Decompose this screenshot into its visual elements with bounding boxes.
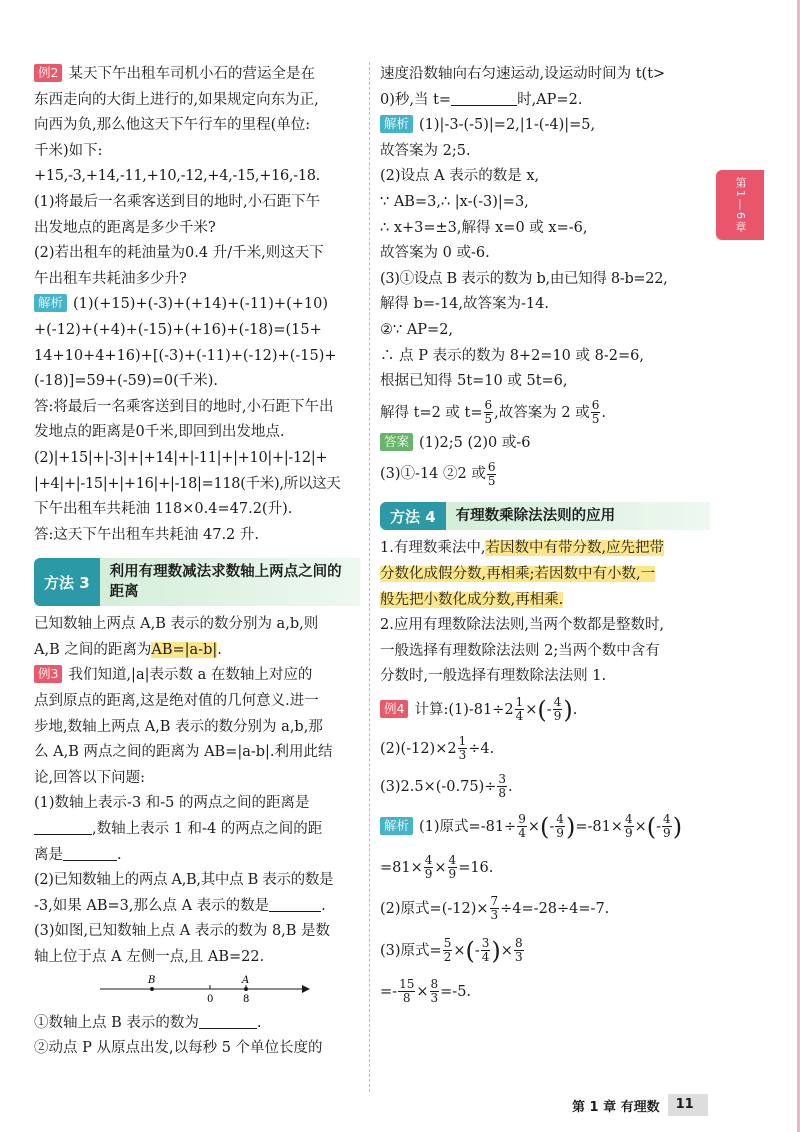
answer-tag: 答案 <box>380 433 413 451</box>
text-line: (1)数轴上表示-3 和-5 的两点之间的距离是 <box>34 795 310 812</box>
text-line: =81× $\frac{4}{9}$ × $\frac{4}{9}$ =16. <box>380 853 494 882</box>
answer-blank[interactable] <box>269 897 321 912</box>
text-line: +(-12)+(+4)+(-15)+(+16)+(-18)=(15+ <box>34 321 322 338</box>
label-a: A <box>242 974 250 986</box>
example-tag: 例3 <box>34 665 62 683</box>
text-line: 发地点的距离是0千米,即回到出发地点. <box>34 424 285 441</box>
fraction: $\frac{6}{5}$ <box>591 398 600 427</box>
column-divider <box>369 62 370 1092</box>
text-line: 点到原点的距离,这是绝对值的几何意义.进一 <box>34 693 319 710</box>
method-title: 有理数乘除法法则的应用 <box>446 502 710 530</box>
text-line: (2)已知数轴上的两点 A,B,其中点 B 表示的数是 <box>34 872 334 889</box>
answer-blank[interactable] <box>199 1014 257 1029</box>
text-line: ①数轴上点 B 表示的数为 . <box>34 1014 262 1031</box>
text-line: ∴ x+3=±3,解得 x=0 或 x=-6, <box>380 219 588 236</box>
number-line-figure <box>34 973 354 1011</box>
text-line: 解得 t=2 或 t= $\frac{6}{5}$ ,故答案为 2 或 $\frac{6}{5}$ . <box>380 398 606 427</box>
tick-label-8: 8 <box>243 993 250 1005</box>
text-line: 轴上位于点 A 左侧一点,且 AB=22. <box>34 949 265 965</box>
method-4-header <box>380 502 710 530</box>
text-line: (-18)]=59+(-59)=0(千米). <box>34 373 219 390</box>
text-line: 东西走向的大街上进行的,如果规定向东为正, <box>34 91 319 108</box>
text-line: 故答案为 2;5. <box>380 142 471 159</box>
right-column <box>380 62 710 1012</box>
text-line: 么 A,B 两点之间的距离为 AB=|a-b|.利用此结 <box>34 744 333 761</box>
tick-label-0: 0 <box>207 993 214 1005</box>
question-1: (1)将最后一名乘客送到目的地时,小石距下午 <box>34 193 321 210</box>
page-number: 11 <box>668 1094 708 1116</box>
text-line: 14+10+4+16)+[(-3)+(-11)+(-12)+(-15)+ <box>34 347 337 364</box>
analysis-line: 解析 (1)|-3-(-5)|=2,|1-(-4)|=5, <box>380 113 710 139</box>
page-footer <box>572 1094 708 1116</box>
example-tag: 例4 <box>380 700 408 718</box>
chapter-tab[interactable]: 第1—6章 <box>716 170 764 240</box>
point-a <box>244 987 248 991</box>
text-line: ∵ AB=3,∴ |x-(-3)|=3, <box>380 193 529 210</box>
example-2-line: 例2 某天下午出租车司机小石的营运全是在 <box>34 62 360 88</box>
text-line: 根据已知得 5t=10 或 5t=6, <box>380 373 568 390</box>
answer-blank[interactable] <box>34 820 92 835</box>
answer-line: 答:将最后一名乘客送到目的地时,小石距下午出 <box>34 398 334 415</box>
text-line: 已知数轴上两点 A,B 表示的数分别为 a,b,则 <box>34 616 319 633</box>
method-label: 方法 4 <box>380 502 446 530</box>
text-line: ②动点 P 从原点出发,以每秒 5 个单位长度的 <box>34 1040 323 1057</box>
example-tag: 例2 <box>34 64 62 82</box>
analysis-tag: 解析 <box>380 115 413 133</box>
text-line: 午出租车共耗油多少升? <box>34 270 187 287</box>
fraction: $\frac{6}{5}$ <box>484 398 493 427</box>
text-line: -3,如果 AB=3,那么点 A 表示的数是 . <box>34 897 326 914</box>
text-line: =- $\frac{15}{8}$ × $\frac{8}{3}$ =-5. <box>380 977 472 1006</box>
left-column <box>34 62 360 1062</box>
text-line: (2)|+15|+|-3|+|+14|+|-11|+|+10|+|-12|+ <box>34 449 328 466</box>
text-line: (3)①设点 B 表示的数为 b,由已知得 8-b=22, <box>380 270 668 287</box>
analysis-tag: 解析 <box>34 294 67 312</box>
method-3-header <box>34 558 360 606</box>
text-line: 分数化成假分数,再相乘;若因数中有小数,一 <box>380 565 656 582</box>
example-3-line: 例3 我们知道,|a|表示数 a 在数轴上对应的 <box>34 663 360 689</box>
method-label: 方法 3 <box>34 558 100 606</box>
text-line: 分数时,一般选择有理数除法法则 1. <box>380 668 607 685</box>
text-line: (2)原式=(-12)× $\frac{7}{3}$ ÷4=-28÷4=-7. <box>380 894 610 923</box>
text-line: 故答案为 0 或-6. <box>380 245 490 262</box>
text-line: (2)设点 A 表示的数是 x, <box>380 168 540 185</box>
answer-line: 答:这天下午出租车共耗油 47.2 升. <box>34 526 259 543</box>
text-line: 论,回答以下问题: <box>34 769 145 786</box>
mileage-data: +15,-3,+14,-11,+10,-12,+4,-15,+16,-18. <box>34 168 320 185</box>
rule-1: 1.有理数乘法中,若因数中有带分数,应先把带 <box>380 540 665 557</box>
text-line: (3)①-14 ②2 或 $\frac{6}{5}$ <box>380 459 496 488</box>
text-line: (2)(-12)×2 $\frac{1}{3}$ ÷4. <box>380 734 495 763</box>
example-4-line: 例4 计算:(1)-81÷2 $\frac{1}{4}$ ×(- $\frac{4}{9}$ ). <box>380 690 710 730</box>
solution-line: 解析 (1)原式=-81÷ $\frac{9}{4}$ ×(- $\frac{4}{9}$ )=-81× $\frac{4}{9}$ ×(- $\frac{4}{9}$ ) <box>380 806 710 848</box>
text-line: ∴ 点 P 表示的数为 8+2=10 或 8-2=6, <box>380 347 644 364</box>
text-line: ,数轴上表示 1 和-4 的两点之间的距 <box>34 817 360 843</box>
text-line: 向西为负,那么他这天下午行车的里程(单位: <box>34 117 311 134</box>
highlight-formula: AB=|a-b| <box>151 641 218 658</box>
question-2: (2)若出租车的耗油量为0.4 升/千米,则这天下 <box>34 245 324 262</box>
text-line: 0)秒,当 t= 时,AP=2. <box>380 91 583 108</box>
text-line: 解得 b=-14,故答案为-14. <box>380 296 549 313</box>
number-line-arrow <box>302 985 310 993</box>
point-b <box>150 987 154 991</box>
text-line: 离是 . <box>34 846 122 863</box>
answer-blank[interactable] <box>451 91 517 106</box>
text-line: A,B 之间的距离为AB=|a-b|. <box>34 641 222 658</box>
text-line: 步地,数轴上两点 A,B 表示的数分别为 a,b,那 <box>34 718 323 735</box>
answer-line: 答案 (1)2;5 (2)0 或-6 <box>380 431 710 457</box>
text-line: 速度沿数轴向右匀速运动,设运动时间为 t(t> <box>380 66 666 82</box>
rule-2: 2.应用有理数除法法则,当两个数都是整数时, <box>380 617 665 634</box>
analysis-tag: 解析 <box>380 817 413 835</box>
text-line: (3)如图,已知数轴上点 A 表示的数为 8,B 是数 <box>34 923 331 940</box>
analysis-line: 解析 (1)(+15)+(-3)+(+14)+(-11)+(+10) <box>34 292 360 318</box>
text-line: 下午出租车共耗油 118×0.4=47.2(升). <box>34 501 293 518</box>
answer-blank[interactable] <box>63 846 117 861</box>
text-line: 一般选择有理数除法法则 2;当两个数中含有 <box>380 642 660 659</box>
text-line: (3)2.5×(-0.75)÷ $\frac{3}{8}$ . <box>380 772 513 801</box>
text-line: 般先把小数化成分数,再相乘. <box>380 591 564 608</box>
text-line: (3)原式= $\frac{5}{2}$ ×(- $\frac{3}{4}$ )× $\frac{8}{3}$ <box>380 936 523 965</box>
text-line: |+4|+|-15|+|+16|+|-18|=118(千米),所以这天 <box>34 475 341 492</box>
footer-chapter: 第 1 章 有理数 <box>572 1099 660 1115</box>
text-line: 千米)如下: <box>34 142 103 159</box>
text-line: 出发地点的距离是多少千米? <box>34 219 216 236</box>
text-line: ②∵ AP=2, <box>380 321 454 338</box>
fraction: $\frac{6}{5}$ <box>487 459 496 488</box>
label-b: B <box>148 974 156 986</box>
method-title: 利用有理数减法求数轴上两点之间的距离 <box>100 558 360 606</box>
